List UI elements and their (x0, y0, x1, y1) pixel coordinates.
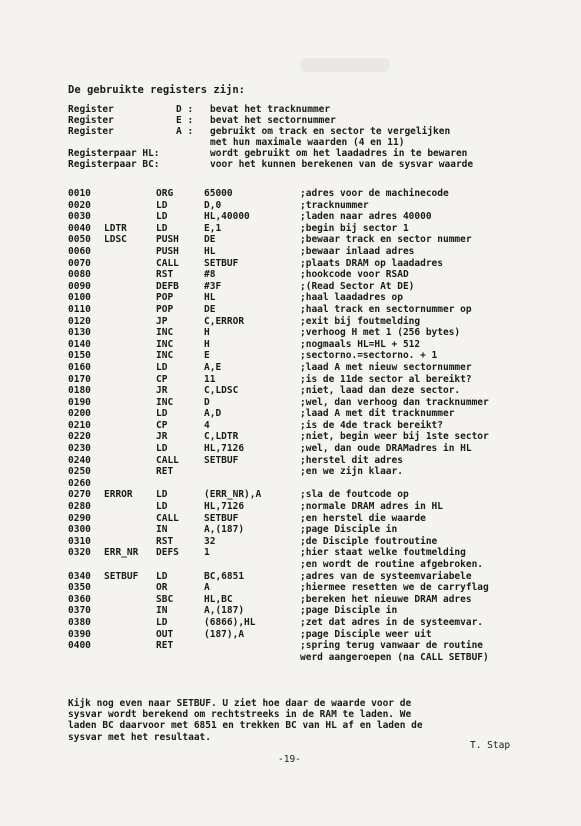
listing-line (68, 374, 578, 386)
line-number: 0320 (68, 547, 91, 559)
line-operand: D (204, 396, 210, 408)
line-label (104, 188, 156, 200)
line-operand: (187),A (204, 628, 245, 640)
line-number: 0020 (68, 199, 91, 211)
line-opcode: POP (156, 292, 174, 304)
line-comment: ;sla de foutcode op (300, 489, 409, 501)
register-id (176, 159, 210, 170)
line-number: 0240 (68, 454, 91, 466)
register-description: wordt gebruikt om het laadadres in te bewaren (210, 148, 468, 159)
paragraph-line: laden BC daarvoor met 6851 en trekken BC van HL af en laden de (68, 720, 423, 732)
line-operand: HL (204, 292, 216, 304)
line-operand: A,(187) (204, 524, 245, 536)
line-operand: E,1 (204, 222, 222, 234)
line-label (104, 501, 156, 513)
listing-line (68, 234, 578, 246)
line-operand: C,ERROR (204, 315, 245, 327)
line-comment: ;laad A met nieuw sectornummer (300, 361, 472, 373)
line-label (104, 397, 156, 409)
line-operand: 65000 (204, 188, 233, 199)
line-opcode: CP (156, 373, 168, 385)
line-number: 0380 (68, 616, 91, 628)
line-number: 0290 (68, 512, 91, 524)
register-name: Register (68, 104, 114, 115)
line-comment: ;begin bij sector 1 (300, 222, 409, 234)
register-row (68, 126, 568, 137)
line-label (104, 258, 156, 270)
line-comment: ;laad A met dit tracknummer (300, 408, 455, 420)
line-number: 0090 (68, 280, 91, 292)
line-opcode: LD (156, 616, 168, 628)
line-opcode: PUSH (156, 245, 179, 257)
listing-line (68, 223, 578, 235)
line-operand: C,LDSC (204, 385, 239, 397)
line-operand: C,LDTR (204, 431, 239, 443)
line-number: 0080 (68, 269, 91, 281)
line-label (104, 524, 156, 536)
line-comment: ;plaats DRAM op laadadres (300, 257, 443, 269)
section-heading: De gebruikte registers zijn: (68, 84, 246, 96)
line-opcode: LD (156, 199, 168, 211)
line-comment: ;page Disciple in (300, 524, 398, 536)
line-comment: ;hiermee resetten we de carryflag (300, 582, 489, 594)
assembly-listing (68, 188, 578, 663)
register-row (68, 115, 568, 126)
listing-line (68, 640, 578, 652)
line-opcode: LD (156, 361, 168, 373)
register-description: gebruikt om track en sector te vergelijken (210, 126, 451, 137)
line-label (104, 455, 156, 467)
line-opcode: INC (156, 327, 174, 339)
register-row (68, 137, 568, 148)
register-id: E : (176, 115, 194, 126)
line-number: 0140 (68, 338, 91, 350)
line-opcode: LD (156, 489, 168, 501)
listing-line (68, 292, 578, 304)
line-number: 0210 (68, 419, 91, 431)
line-number: 0040 (68, 222, 91, 234)
listing-line (68, 246, 578, 258)
line-operand (204, 640, 300, 652)
listing-line (68, 489, 578, 501)
listing-line (68, 582, 578, 594)
line-comment: ;is de 11de sector al bereikt? (300, 373, 472, 385)
line-opcode: LD (156, 443, 168, 455)
listing-line (68, 316, 578, 328)
line-opcode: IN (156, 605, 168, 617)
register-name (68, 137, 176, 148)
line-label (104, 350, 156, 362)
line-number: 0350 (68, 582, 91, 594)
listing-line (68, 455, 578, 467)
line-number: 0010 (68, 188, 91, 199)
line-operand: 1 (204, 547, 210, 559)
line-number: 0200 (68, 408, 91, 420)
line-number: 0310 (68, 535, 91, 547)
listing-line (68, 617, 578, 629)
line-label (104, 211, 156, 223)
line-comment: ;page Disciple in (300, 605, 398, 617)
line-operand: H (204, 327, 210, 339)
line-operand: HL (204, 245, 216, 257)
line-operand: 11 (204, 373, 216, 385)
line-label: LDSC (104, 234, 127, 246)
line-label (104, 281, 156, 293)
line-label (104, 478, 156, 490)
line-number: 0030 (68, 211, 91, 223)
line-operand: E (204, 350, 210, 362)
listing-line (68, 258, 578, 270)
line-operand (204, 478, 300, 490)
line-label (104, 605, 156, 617)
line-operand: D,0 (204, 199, 222, 211)
line-number: 0270 (68, 489, 91, 501)
line-operand: SETBUF (204, 257, 239, 269)
listing-line (68, 420, 578, 432)
line-comment: ;hier staat welke foutmelding (300, 547, 466, 559)
line-number: 0180 (68, 385, 91, 397)
explanation-paragraph (68, 698, 528, 743)
register-name: Register (68, 126, 114, 137)
line-opcode: LD (156, 501, 168, 513)
line-opcode: DEFB (156, 280, 179, 292)
line-comment: ;hookcode voor RSAD (300, 269, 409, 281)
line-number: 0130 (68, 327, 91, 339)
register-name: Registerpaar HL: (68, 148, 160, 159)
line-operand: A,D (204, 408, 222, 420)
line-operand: DE (204, 303, 216, 315)
paragraph-line: Kijk nog even naar SETBUF. U ziet hoe daar de waarde voor de (68, 698, 412, 709)
line-opcode: RST (156, 269, 174, 281)
line-label: ERR_NR (104, 547, 139, 559)
listing-line (68, 513, 578, 525)
line-opcode: OR (156, 582, 168, 594)
listing-line (68, 350, 578, 362)
listing-line (68, 605, 578, 617)
line-operand: HL,7126 (204, 443, 245, 455)
line-number: 0150 (68, 350, 91, 362)
paragraph-line: sysvar met het resultaat. (68, 731, 211, 743)
line-label (104, 513, 156, 525)
line-opcode: ORG (156, 188, 174, 199)
line-label: SETBUF (104, 570, 139, 582)
listing-line (68, 408, 578, 420)
listing-line (68, 362, 578, 374)
line-number: 0250 (68, 466, 91, 478)
line-operand: HL,BC (204, 593, 233, 605)
line-opcode: INC (156, 396, 174, 408)
line-comment: ;en herstel die waarde (300, 512, 426, 524)
line-comment: ;bewaar track en sector nummer (300, 234, 472, 246)
line-number: 0110 (68, 303, 91, 315)
listing-line (68, 431, 578, 443)
listing-line (68, 304, 578, 316)
line-number: 0300 (68, 524, 91, 536)
line-operand: (ERR_NR),A (204, 489, 262, 501)
line-label (104, 316, 156, 328)
listing-continuation: ;en wordt de routine afgebroken. (300, 559, 484, 570)
line-opcode: SBC (156, 593, 174, 605)
line-number: 0340 (68, 570, 91, 582)
line-label (104, 629, 156, 641)
line-number: 0390 (68, 628, 91, 640)
line-opcode: LD (156, 570, 168, 582)
line-opcode: JR (156, 431, 168, 443)
line-label (104, 420, 156, 432)
line-number: 0260 (68, 477, 91, 489)
line-operand: BC,6851 (204, 570, 245, 582)
line-number: 0120 (68, 315, 91, 327)
line-comment: ;bewaar inlaad adres (300, 245, 415, 257)
listing-line (68, 339, 578, 351)
listing-line (68, 211, 578, 223)
line-label (104, 640, 156, 652)
register-description: met hun maximale waarden (4 en 11) (210, 137, 405, 148)
listing-line (68, 327, 578, 339)
line-number: 0220 (68, 431, 91, 443)
line-number: 0230 (68, 443, 91, 455)
line-comment: ;page Disciple weer uit (300, 628, 432, 640)
line-comment: ;exit bij foutmelding (300, 315, 421, 327)
listing-line (68, 571, 578, 583)
listing-line (68, 188, 578, 200)
line-comment: ;sectorno.=sectorno. + 1 (300, 350, 438, 362)
line-opcode: RET (156, 640, 174, 652)
line-opcode: INC (156, 338, 174, 350)
line-operand: #3F (204, 280, 222, 292)
line-label (104, 385, 156, 397)
register-id: D : (176, 104, 194, 115)
listing-line (68, 629, 578, 641)
line-operand (204, 466, 300, 478)
line-comment: ;haal track en sectornummer op (300, 303, 472, 315)
register-id (176, 148, 210, 159)
line-comment: ;zet dat adres in de systeemvar. (300, 616, 484, 628)
line-label (104, 582, 156, 594)
line-operand: H (204, 338, 210, 350)
line-opcode: DEFS (156, 547, 179, 559)
line-number: 0100 (68, 292, 91, 304)
line-comment: ;de Disciple foutroutine (300, 535, 438, 547)
line-comment: ;spring terug vanwaar de routine (300, 640, 484, 652)
line-label: LDTR (104, 222, 127, 234)
line-comment: ;wel, dan verhoog dan tracknummer (300, 396, 489, 408)
line-comment: ;herstel dit adres (300, 454, 403, 466)
line-label (104, 431, 156, 443)
line-operand: SETBUF (204, 512, 239, 524)
line-label (104, 246, 156, 258)
line-comment: ;(Read Sector At DE) (300, 280, 415, 292)
line-comment: ;niet, begin weer bij 1ste sector (300, 431, 489, 443)
line-opcode: INC (156, 350, 174, 362)
line-comment: ;adres van de systeemvariabele (300, 570, 472, 582)
line-number: 0060 (68, 245, 91, 257)
register-id (176, 137, 210, 148)
line-opcode: CALL (156, 454, 179, 466)
listing-line (68, 200, 578, 212)
line-comment: ;en we zijn klaar. (300, 466, 403, 478)
line-operand: 32 (204, 535, 216, 547)
line-opcode: OUT (156, 628, 174, 640)
line-opcode: LD (156, 211, 168, 223)
line-opcode: CALL (156, 257, 179, 269)
line-opcode: CP (156, 419, 168, 431)
line-operand: A,(187) (204, 605, 245, 617)
line-number: 0170 (68, 373, 91, 385)
line-label (104, 200, 156, 212)
listing-line (68, 594, 578, 606)
line-label (104, 466, 156, 478)
line-comment: ;niet, laad dan deze sector. (300, 385, 461, 397)
line-operand: A,E (204, 361, 222, 373)
line-number: 0280 (68, 501, 91, 513)
listing-line (68, 524, 578, 536)
register-name: Registerpaar BC: (68, 159, 160, 170)
register-name: Register (68, 115, 114, 126)
line-label (104, 327, 156, 339)
listing-line (68, 269, 578, 281)
line-label (104, 536, 156, 548)
register-id: A : (176, 126, 194, 137)
listing-line (68, 478, 578, 490)
register-row (68, 104, 568, 115)
line-operand: SETBUF (204, 454, 239, 466)
line-comment: ;normale DRAM adres in HL (300, 501, 443, 513)
listing-line (68, 385, 578, 397)
line-label (104, 269, 156, 281)
register-row (68, 159, 568, 170)
line-comment: ;bereken het nieuwe DRAM adres (300, 593, 472, 605)
line-opcode: JP (156, 315, 168, 327)
line-number: 0070 (68, 257, 91, 269)
line-comment: ;is de 4de track bereikt? (300, 419, 443, 431)
line-number: 0160 (68, 361, 91, 373)
scan-smudge (300, 58, 390, 72)
line-number: 0400 (68, 640, 91, 652)
register-table (68, 104, 568, 170)
line-operand: HL,7126 (204, 501, 245, 513)
line-opcode: CALL (156, 512, 179, 524)
listing-line (68, 466, 578, 478)
line-label (104, 617, 156, 629)
author-name: T. Stap (470, 740, 511, 751)
line-label (104, 304, 156, 316)
line-operand: A (204, 582, 210, 594)
line-opcode: PUSH (156, 234, 179, 246)
line-comment: ;verhoog H met 1 (256 bytes) (300, 327, 461, 339)
line-number: 0050 (68, 234, 91, 246)
line-opcode: JR (156, 385, 168, 397)
register-description: bevat het tracknummer (210, 104, 331, 115)
line-number: 0360 (68, 593, 91, 605)
listing-line (68, 547, 578, 559)
line-label (104, 362, 156, 374)
line-comment: ;haal laadadres op (300, 292, 403, 304)
line-operand: HL,40000 (204, 211, 250, 223)
paragraph-line: sysvar wordt berekend om rechtstreeks in de RAM te laden. We (68, 709, 412, 721)
listing-line (68, 501, 578, 513)
page-number: -19- (278, 754, 301, 765)
register-row (68, 148, 568, 159)
line-number: 0190 (68, 396, 91, 408)
line-number: 0370 (68, 605, 91, 617)
line-operand: DE (204, 234, 216, 246)
line-operand: 4 (204, 419, 210, 431)
listing-line (68, 281, 578, 293)
line-opcode (156, 478, 204, 490)
line-comment: ;nogmaals HL=HL + 512 (300, 338, 421, 350)
line-label (104, 292, 156, 304)
line-opcode: LD (156, 222, 168, 234)
listing-line (68, 536, 578, 548)
line-label (104, 594, 156, 606)
line-label: ERROR (104, 489, 133, 501)
line-opcode: LD (156, 408, 168, 420)
register-description: voor het kunnen berekenen van de sysvar waarde (210, 159, 474, 170)
line-comment: ;adres voor de machinecode (300, 188, 449, 199)
line-opcode: IN (156, 524, 168, 536)
listing-line (68, 397, 578, 409)
line-label (104, 443, 156, 455)
line-opcode: POP (156, 303, 174, 315)
line-opcode: RET (156, 466, 174, 478)
line-comment: ;wel, dan oude DRAMadres in HL (300, 443, 472, 455)
line-operand: #8 (204, 269, 216, 281)
register-description: bevat het sectornummer (210, 115, 336, 126)
line-opcode: RST (156, 535, 174, 547)
line-label (104, 408, 156, 420)
line-comment: ;tracknummer (300, 199, 369, 211)
line-label (104, 339, 156, 351)
line-operand: (6866),HL (204, 616, 256, 628)
line-label (104, 374, 156, 386)
line-comment: ;laden naar adres 40000 (300, 211, 432, 223)
listing-continuation: werd aangeroepen (na CALL SETBUF) (300, 651, 489, 663)
listing-line (68, 443, 578, 455)
line-comment (300, 478, 578, 490)
